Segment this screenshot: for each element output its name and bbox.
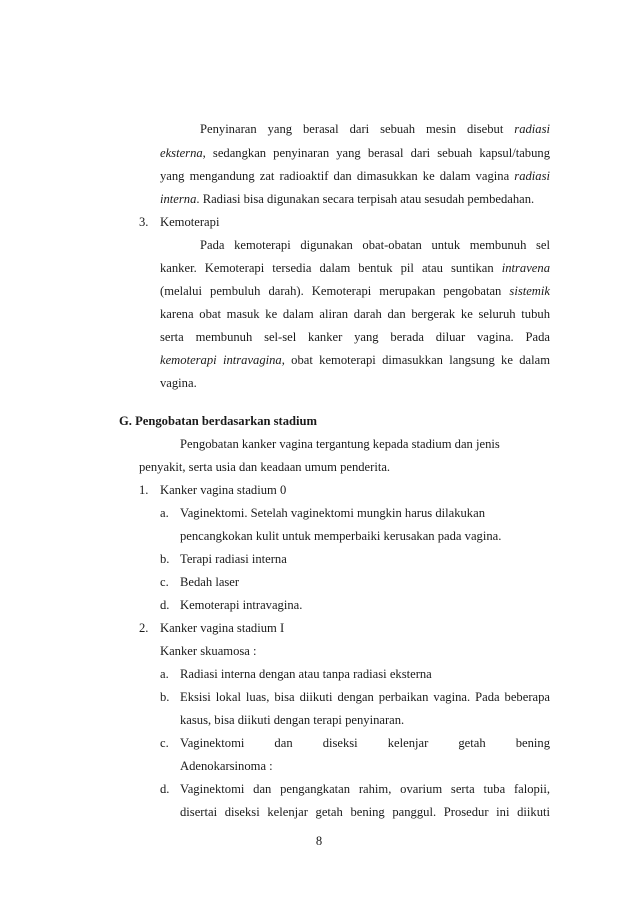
radiation-line-3: yang mengandung zat radioaktif dan dimasukkan ke dalam vagina radiasi — [160, 169, 550, 183]
stage-1-b-marker: b. — [160, 690, 170, 704]
radiation-line-4: interna. Radiasi bisa digunakan secara terpisah atau sesudah pembedahan. — [160, 192, 535, 206]
stage-0-b-text: Terapi radiasi interna — [180, 552, 287, 566]
section-g-heading: G. Pengobatan berdasarkan stadium — [119, 414, 318, 428]
chemo-line-5: serta membunuh sel-sel kanker yang berada diluar vagina. Pada — [160, 330, 550, 344]
stage-1-b-line-2: kasus, bisa diikuti dengan terapi penyinaran. — [180, 713, 405, 727]
stage-1-c-line-2: Adenokarsinoma : — [180, 759, 273, 773]
page-number: 8 — [315, 834, 323, 848]
chemo-line-2: kanker. Kemoterapi tersedia dalam bentuk pil atau suntikan intravena — [160, 261, 550, 275]
stage-0-d-text: Kemoterapi intravagina. — [180, 598, 303, 612]
radiation-line-2: eksterna, sedangkan penyinaran yang berasal dari sebuah kapsul/tabung — [160, 146, 550, 160]
stage-1-a-marker: a. — [160, 667, 169, 681]
radiation-line-1: Penyinaran yang berasal dari sebuah mesin disebut radiasi — [200, 122, 550, 136]
stage-1-b-line-1: Eksisi lokal luas, bisa diikuti dengan perbaikan vagina. Pada beberapa — [180, 690, 550, 704]
stage-1-number: 2. — [139, 621, 149, 635]
stage-0-a-line-1: Vaginektomi. Setelah vaginektomi mungkin harus dilakukan — [180, 506, 485, 520]
chemo-line-4: karena obat masuk ke dalam aliran darah dan bergerak ke seluruh tubuh — [160, 307, 550, 321]
item-3-number: 3. — [139, 215, 149, 229]
stage-1-c-line-1: Vaginektomi dan diseksi kelenjar getah bening — [180, 736, 550, 750]
stage-1-a-text: Radiasi interna dengan atau tanpa radiasi eksterna — [180, 667, 432, 681]
stage-0-a-marker: a. — [160, 506, 169, 520]
section-g-intro-1: Pengobatan kanker vagina tergantung kepada stadium dan jenis — [180, 437, 500, 451]
chemo-line-1: Pada kemoterapi digunakan obat-obatan untuk membunuh sel — [200, 238, 550, 252]
chemo-line-3: (melalui pembuluh darah). Kemoterapi merupakan pengobatan sistemik — [160, 284, 550, 298]
stage-0-a-line-2: pencangkokan kulit untuk memperbaiki kerusakan pada vagina. — [180, 529, 502, 543]
stage-1-c-marker: c. — [160, 736, 169, 750]
stage-0-c-marker: c. — [160, 575, 169, 589]
stage-0-c-text: Bedah laser — [180, 575, 240, 589]
stage-1-d-line-1: Vaginektomi dan pengangkatan rahim, ovarium serta tuba falopii, — [180, 782, 550, 796]
chemo-line-6: kemoterapi intravagina, obat kemoterapi dimasukkan langsung ke dalam — [160, 353, 550, 367]
stage-0-b-marker: b. — [160, 552, 170, 566]
stage-0-d-marker: d. — [160, 598, 170, 612]
stage-1-title: Kanker vagina stadium I — [160, 621, 285, 635]
stage-0-title: Kanker vagina stadium 0 — [160, 483, 287, 497]
stage-1-d-marker: d. — [160, 782, 170, 796]
chemo-line-7: vagina. — [160, 376, 197, 390]
stage-0-number: 1. — [139, 483, 149, 497]
item-3-title: Kemoterapi — [160, 215, 220, 229]
stage-1-subheading: Kanker skuamosa : — [160, 644, 257, 658]
section-g-intro-2: penyakit, serta usia dan keadaan umum penderita. — [139, 460, 391, 474]
stage-1-d-line-2: disertai diseksi kelenjar getah bening panggul. Prosedur ini diikuti — [180, 805, 550, 819]
